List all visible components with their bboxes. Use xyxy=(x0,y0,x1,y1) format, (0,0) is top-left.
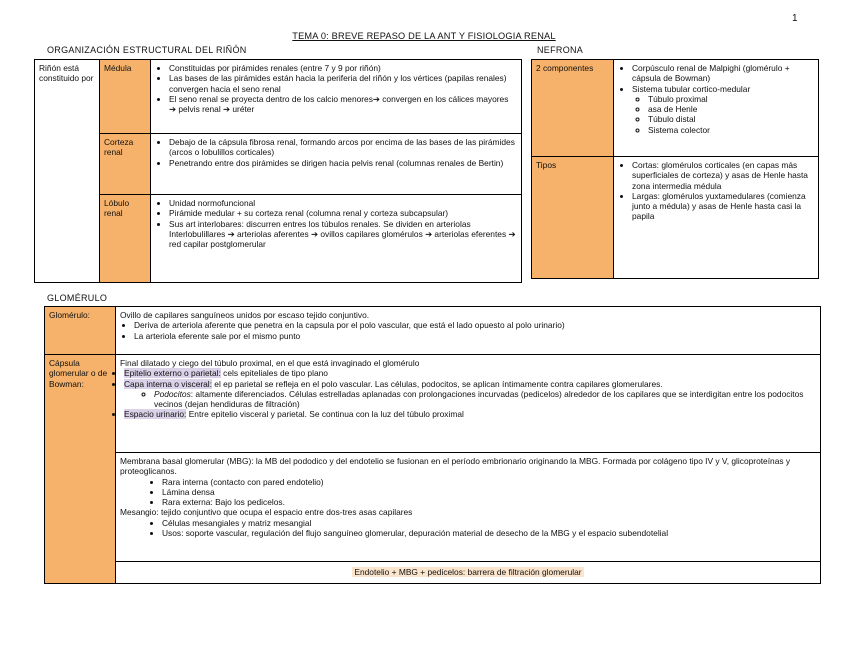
list-item: • Corpúsculo renal de Malpighi (glomérulo + cápsula de Bowman) xyxy=(632,63,814,84)
mbg-intro: Membrana basal glomerular (MBG): la MB del pododico y del endotelio se fusionan en el período embrionario originando la MBG. Formada por colágeno tipo IV y V, glicoproteínas y proteoglicanos. xyxy=(120,456,791,477)
medula-content xyxy=(151,60,522,134)
page-title: TEMA 0: BREVE REPASO DE LA ANT Y FISIOLOGIA RENAL xyxy=(292,31,556,41)
list-item: • Pirámide medular + su corteza renal (columna renal y corteza subcapsular) xyxy=(169,208,517,218)
list-item-text: cels epiteliales de tipo plano xyxy=(220,368,328,379)
list-item: • Cortas: glomérulos corticales (en capas más superficiales de corteza) y asas de Henle hasta zona intermedia médula xyxy=(632,160,814,191)
list-item xyxy=(632,84,814,135)
corteza-label-cell xyxy=(100,134,151,195)
list-item-text: Entre epitelio visceral y parietal. Se continua con la luz del túbulo proximal xyxy=(186,409,464,420)
list-item: • Unidad normofuncional xyxy=(169,198,517,208)
capsula-intro: Final dilatado y ciego del túbulo proximal, en el que está invaginado el glomérulo xyxy=(120,358,420,368)
capsula-label-cell xyxy=(45,355,116,584)
componentes-content xyxy=(614,60,819,157)
list-item: • Largas: glomérulos yuxtamedulares (comienza junto a médula) y asas de Henle hasta casi la papila xyxy=(632,191,814,222)
list-item: • Rara externa: Bajo los pedicelos. xyxy=(162,497,816,507)
list-item xyxy=(124,379,816,410)
sub-list-item: ◦ Sistema colector xyxy=(648,125,814,135)
list-item xyxy=(124,409,816,419)
glom-label-cell xyxy=(45,307,116,355)
rinon-label-cell xyxy=(35,60,100,283)
highlight-capa-interna: Capa interna o visceral: xyxy=(124,378,212,389)
highlight-epitelio-externo: Epitelio externo o parietal: xyxy=(124,368,221,379)
list-item-text: el ep parietal se refleja en el polo vascular. Las células, podocitos, se aplican íntimamente contra capilares glomerulares. xyxy=(211,378,663,389)
sub-list-item-text: : altamente diferenciados. Células estrelladas aplanadas con prolongaciones incurvadas (pedicelos) alrededor de los capilares que se interdigitan entre los podocitos vecinos (dejan hendiduras de filtración) xyxy=(154,388,804,410)
medula-label: Médula xyxy=(104,63,132,73)
list-item: • Debajo de la cápsula fibrosa renal, formando arcos por encima de las bases de las pirámides (arcos o lobulillos corticales) xyxy=(169,137,517,158)
list-item: • Lámina densa xyxy=(162,487,816,497)
mesangio-text: Mesangio: tejido conjuntivo que ocupa el espacio entre dos-tres asas capilares xyxy=(120,507,413,518)
section-heading-nefrona: NEFRONA xyxy=(537,45,584,55)
lobulo-label: Lóbulo renal xyxy=(104,198,130,219)
corteza-content xyxy=(151,134,522,195)
componentes-label: 2 componentes xyxy=(536,63,594,73)
podocitos-term: Podocitos xyxy=(154,388,191,399)
tipos-label: Tipos xyxy=(536,160,557,170)
list-item: • Penetrando entre dos pirámides se dirigen hacia pelvis renal (columnas renales de Bertin) xyxy=(169,158,517,168)
capsula-content xyxy=(116,355,821,453)
rinon-label: Riñón está constituido por xyxy=(39,63,94,84)
sub-list-item: ◦ Túbulo proximal xyxy=(648,94,814,104)
lobulo-content xyxy=(151,195,522,283)
list-item-text: Sistema tubular cortico-medular xyxy=(632,83,751,94)
section-heading-glomerulo: GLOMÉRULO xyxy=(47,293,108,303)
medula-label-cell xyxy=(100,60,151,134)
sub-list-item xyxy=(154,389,816,410)
section-heading-organizacion: ORGANIZACIÓN ESTRUCTURAL DEL RIÑÓN xyxy=(47,45,247,55)
list-item: • Rara interna (contacto con pared endotelio) xyxy=(162,477,816,487)
glom-label: Glomérulo: xyxy=(49,310,90,320)
list-item: • Células mesangiales y matriz mesangial xyxy=(162,518,816,528)
list-item: • La arteriola eferente sale por el mismo punto xyxy=(134,331,816,341)
sub-list-item: ◦ asa de Henle xyxy=(648,104,814,114)
barrera-text: Endotelio + MBG + pedicelos: barrera de filtración glomerular xyxy=(354,567,582,578)
nefrona-table xyxy=(531,59,819,279)
sub-list-item: ◦ Túbulo distal xyxy=(648,114,814,124)
list-item: • Sus art interlobares: discurren entres los túbulos renales. Se dividen en arteriolas Interlobulillares ➔ arteriolas aferentes ➔ ovillos capilares glomérulos ➔ arteriolas eferentes ➔ red capilar postglomerular xyxy=(169,219,517,250)
mbg-content xyxy=(116,453,821,562)
barrera-cell xyxy=(116,562,821,584)
glom-intro: Ovillo de capilares sanguíneos unidos por escaso tejido conjuntivo. xyxy=(120,310,370,320)
list-item: • Constituidas por pirámides renales (entre 7 y 9 por riñón) xyxy=(169,63,517,73)
organizacion-table xyxy=(34,59,522,283)
corteza-label: Corteza renal xyxy=(104,137,134,158)
highlight-espacio-urinario: Espacio urinario: xyxy=(124,409,187,420)
list-item: • El seno renal se proyecta dentro de los calcio menores➔ convergen en los cálices mayores ➔ pelvis renal ➔ uréter xyxy=(169,94,517,115)
componentes-label-cell xyxy=(532,60,614,157)
page-number: 1 xyxy=(792,13,798,24)
list-item: • Deriva de arteriola aferente que penetra en la capsula por el polo vascular, que está el lado opuesto al polo urinario) xyxy=(134,320,816,330)
glom-content xyxy=(116,307,821,355)
lobulo-label-cell xyxy=(100,195,151,283)
list-item: • Las bases de las pirámides están hacia la periferia del riñón y los vértices (papilas renales) convergen hacia el seno renal xyxy=(169,73,517,94)
list-item xyxy=(124,368,816,378)
tipos-label-cell xyxy=(532,157,614,279)
tipos-content xyxy=(614,157,819,279)
capsula-label: Cápsula glomerular o de Bowman: xyxy=(49,358,108,389)
list-item: • Usos: soporte vascular, regulación del flujo sanguíneo glomerular, depuración material de desecho de la MBG y el espacio subendotelial xyxy=(162,528,816,538)
glomerulo-table xyxy=(44,306,821,584)
